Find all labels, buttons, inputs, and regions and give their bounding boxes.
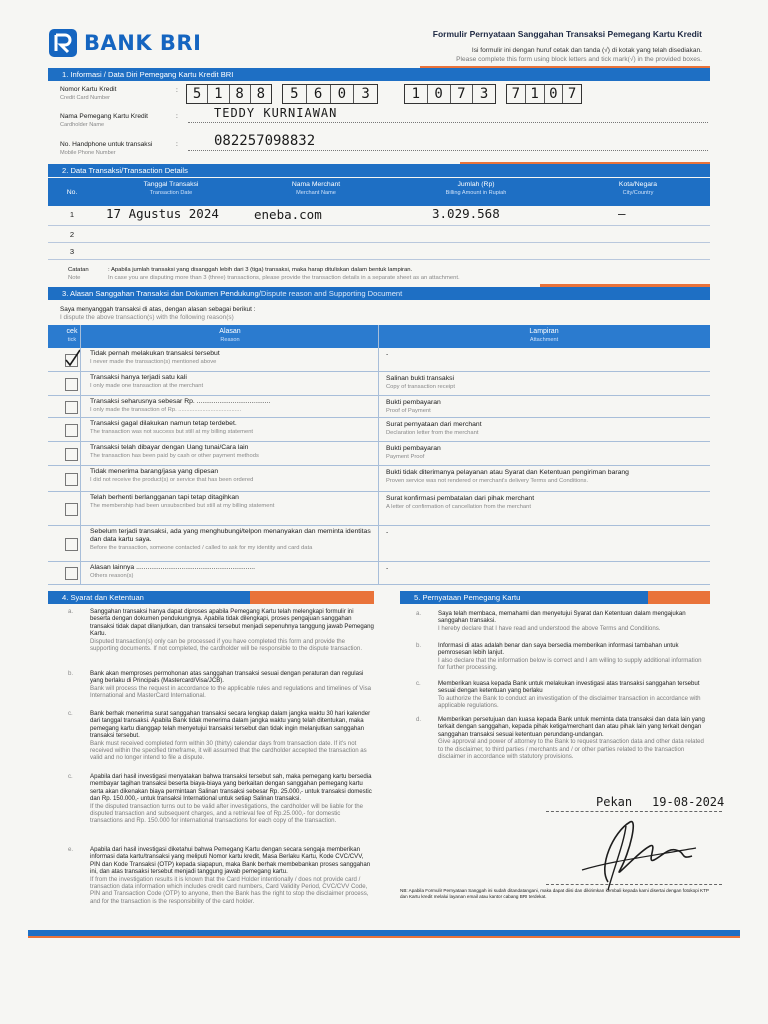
col-attachment-id: Lampiran (529, 328, 559, 335)
reason-text-id: Tidak menerima barang/jasa yang dipesan (90, 468, 219, 475)
reason-text-id: Transaksi telah dibayar dengan Uang tunai/Cara lain (90, 444, 249, 451)
phone-label-en: Mobile Phone Number (60, 150, 116, 156)
section-3-title-id: 3. Alasan Sanggahan Transaksi dan Dokumen Pendukung/ (62, 289, 261, 298)
terms-item (68, 773, 374, 825)
transaction-amount[interactable]: 3.029.568 (432, 206, 500, 221)
reason-checkbox[interactable] (65, 401, 78, 414)
card-digit: 7 (507, 85, 526, 103)
card-digit: 1 (526, 85, 545, 103)
col-amount-id: Jumlah (Rp) (457, 181, 495, 188)
col-date (96, 180, 246, 198)
reason-checkbox[interactable] (65, 567, 78, 580)
col-attachment (378, 327, 710, 345)
terms-item-id: Bank berhak menerima surat sanggahan transaksi secara lengkap dalam jangka waktu 30 hari kalender dari tanggal transaksi. Apabila Bank tidak menerima dalam jangka waktu yang telah ditentukan, maka pemegang kartu dianggap telah menyetujui transaksi tersebut dan tidak ingin melanjutkan sanggahan transaksi tersebut. (90, 710, 371, 740)
attachment-text (386, 351, 696, 359)
attachment-text (386, 529, 696, 537)
card-digit: 7 (451, 85, 474, 103)
phone-value[interactable]: 082257098832 (214, 133, 316, 149)
reason-text (90, 468, 380, 484)
terms-item-id: Sanggahan transaksi hanya dapat diproses apabila Pemegang Kartu telah melengkapi formulir ini beserta dengan dokumen pendukungnya. Apabila tidak dilengkapi, proses pengajuan sanggahan transaksi tidak dapat dilanjutkan, dan transaksi tersebut menjadi sepenuhnya tanggung jawab Pemegang Kartu. (90, 608, 374, 638)
declaration-item-en: I hereby declare that I have read and understood the above Terms and Conditions. (438, 624, 661, 632)
reason-text (90, 398, 380, 414)
phone-label (60, 141, 152, 157)
card-digit: 6 (307, 85, 331, 103)
card-digit: 0 (331, 85, 355, 103)
cardholder-name-label-en: Cardholder Name (60, 122, 105, 128)
reason-text-id: Alasan lainnya ............................................................... (90, 564, 256, 571)
section-2-header: 2. Data Transaksi/Transaction Details (48, 164, 710, 177)
declaration-item (416, 610, 710, 632)
reason-text (90, 494, 380, 510)
attachment-text-id: Surat konfirmasi pembatalan dari pihak merchant (386, 495, 535, 502)
row-number: 1 (69, 210, 75, 219)
attachment-text-id: - (386, 351, 389, 358)
section-4-header: 4. Syarat dan Ketentuan (48, 591, 374, 604)
declaration-item-id: Memberikan persetujuan dan kuasa kepada Bank untuk meminta data transaksi dan data lain yang terkait dengan sanggahan, kepada pihak ketiga/merchant dan atau pihak lain yang terkait dengan sanggahan transaksi sesuai ketentuan perundang-undangan. (438, 716, 705, 738)
note-label-en: Note (68, 275, 81, 281)
form-instructions (456, 46, 702, 64)
transaction-row (48, 226, 710, 243)
transaction-city[interactable]: – (618, 206, 626, 221)
transaction-row (48, 206, 710, 226)
col-tick-id: cek (66, 328, 78, 335)
declaration-item-en: I also declare that the information below is correct and I am willing to supply additional information for further processing. (438, 656, 702, 672)
phone-colon: : (176, 141, 178, 148)
reason-text-en: The transaction has been paid by cash or other payment methods (90, 453, 259, 459)
note-text-en: In case you are disputing more than 3 (three) transactions, please provide the transaction details in a separate sheet as an attachment. (108, 275, 460, 281)
card-number-label-en: Credit Card Number (60, 95, 111, 101)
bri-logo-icon (48, 28, 78, 58)
reason-text (90, 564, 380, 580)
declaration-item-label: b. (416, 642, 422, 649)
card-digit: 1 (405, 85, 428, 103)
attachment-text (386, 469, 696, 485)
col-merchant (246, 180, 386, 198)
attachment-text-en: Declaration letter from the merchant (386, 430, 479, 436)
reason-text-en: The transaction was not success but still at my billing statement (90, 429, 254, 435)
name-colon: : (176, 113, 178, 120)
col-reason (80, 327, 380, 345)
col-reason-id: Alasan (219, 328, 241, 335)
card-number-group-2[interactable] (282, 84, 378, 104)
card-number-label-id: Nomor Kartu Kredit (60, 86, 117, 93)
col-amount-en: Billing Amount in Rupiah (445, 190, 507, 196)
reason-text (90, 444, 380, 460)
reason-intro (60, 306, 255, 322)
terms-item (68, 710, 374, 762)
transaction-row (48, 243, 710, 260)
instructions-id: Isi formulir ini dengan huruf cetak dan tanda (√) di kotak yang telah disediakan. (471, 47, 702, 54)
cardholder-name-label-id: Nama Pemegang Kartu Kredit (60, 113, 148, 120)
terms-item-en: If the disputed transaction turns out to be valid after investigations, the cardholder will be liable for the disputed transaction and subsequent charges, and a retrieval fee of Rp.25.000,- for domestic transactions and Rp. 150.000 for international transactions for each copy of the transaction. (90, 802, 364, 825)
declaration-item-en: To authorize the Bank to conduct an investigation of the disclaimer transaction in accordance with applicable regulations. (438, 694, 701, 710)
declaration-item-id: Informasi di atas adalah benar dan saya bersedia memberikan informasi tambahan untuk pemrosesan lebih lanjut. (438, 642, 679, 657)
reason-text-en: Others reason(s) (90, 573, 134, 579)
reason-text-id: Telah berhenti berlangganan tapi tetap ditagihkan (90, 494, 239, 501)
reason-text-en: Before the transaction, someone contacted / called to ask for my identity and card data (90, 545, 313, 551)
attachment-text-id: Bukti tidak diterimanya pelayanan atau Syarat dan Ketentuan pengiriman barang (386, 469, 629, 476)
attachment-text (386, 445, 696, 461)
col-no: No. (66, 189, 78, 196)
declaration-item (416, 716, 710, 761)
reason-row (48, 466, 710, 492)
card-number-label (60, 86, 116, 102)
reason-row (48, 418, 710, 442)
col-tick-en: tick (67, 337, 77, 343)
reason-text-en: I did not receive the product(s) or service that has been ordered (90, 477, 254, 483)
reason-row (48, 442, 710, 466)
declaration-item-label: c. (416, 680, 421, 687)
terms-item (68, 846, 374, 905)
reason-text-id: Transaksi seharusnya sebesar Rp. ....................................... (90, 398, 271, 405)
reason-checkbox[interactable] (65, 378, 78, 391)
card-digit: 3 (361, 86, 370, 102)
terms-item-en: Disputed transaction(s) only can be processed if you have completed this form and provide the supporting documents. If not completed, the cardholder will be responsible to the dispute transaction. (90, 637, 363, 653)
col-reason-en: Reason (220, 337, 240, 343)
terms-item-label: c. (68, 710, 73, 717)
attachment-text-id: - (386, 565, 389, 572)
card-number-group-1[interactable] (186, 84, 272, 104)
reason-checkbox[interactable] (65, 538, 78, 551)
card-digit: 0 (428, 85, 451, 103)
card-digit: 5 (283, 85, 307, 103)
section-5-header: 5. Pernyataan Pemegang Kartu (400, 591, 710, 604)
attachment-text-en: Proven service was not rendered or merchant's delivery Terms and Conditions. (386, 478, 589, 484)
attachment-col-divider (378, 325, 379, 585)
card-number-group-4[interactable] (506, 84, 582, 104)
signing-place[interactable]: Pekan (596, 795, 633, 809)
row-number: 3 (69, 247, 75, 256)
terms-item-id: Bank akan memproses permohonan atas sanggahan transaksi sesuai dengan peraturan dan regulasi yang berlaku di Principals (Mastercard/Visa/JCB). (90, 670, 364, 685)
reason-text (90, 528, 380, 552)
note-label-id: Catatan (68, 267, 89, 273)
attachment-text-id: Bukti pembayaran (386, 445, 441, 452)
terms-item-en: Bank will process the request in accordance to the applicable rules and regulations and timelines of Visa International and MasterCard International. (90, 684, 372, 700)
reason-row (48, 526, 710, 562)
reason-text (90, 374, 380, 390)
reason-text-en: The membership had been unsubscribed but still at my billing statement (90, 503, 275, 509)
attachment-text-id: Salinan bukti transaksi (386, 375, 455, 382)
footnote: NB: Apabila Formulir Pernyataan Sanggah ini sudah ditandatangani, maka dapat diisi dan dikirimkan kembali kepada kami disertai dengan fotokopi KTP dan Kartu kredit melalui layanan email atau kantor cabang BRI terdekat. (400, 888, 709, 899)
reason-checkbox[interactable] (65, 424, 78, 437)
row-number: 2 (69, 230, 75, 239)
instructions-en: Please complete this form using block letters and tick mark(√) in the provided boxes. (456, 56, 702, 63)
cardholder-name-label (60, 113, 148, 129)
merchant-name[interactable]: eneba.com (254, 207, 322, 222)
col-date-id: Tanggal Transaksi (143, 181, 199, 188)
reason-col-divider (80, 325, 81, 585)
reason-checkbox[interactable] (65, 354, 78, 367)
terms-item-label: a. (68, 608, 74, 615)
col-city-en: City/Country (622, 190, 654, 196)
declaration-item-id: Saya telah membaca, memahami dan menyetujui Syarat dan Ketentuan dalam mengajukan sanggahan transaksi. (438, 610, 686, 625)
note-text-id: : Apabila jumlah transaksi yang disanggah lebih dari 3 (tiga) transaksi, maka harap dituliskan dalam bentuk lampiran. (108, 267, 413, 273)
col-amount (386, 180, 566, 198)
col-merchant-id: Nama Merchant (291, 181, 341, 188)
card-number-group-3[interactable] (404, 84, 496, 104)
card-digit: 1 (208, 85, 229, 103)
section-3-title-en: Dispute reason and Supporting Document (260, 289, 403, 298)
section-1-header: 1. Informasi / Data Diri Pemegang Kartu Kredit BRI (48, 68, 710, 81)
reason-intro-en: I dispute the above transaction(s) with the following reason(s) (60, 314, 234, 321)
signature-line (546, 884, 722, 885)
declaration-item (416, 642, 710, 672)
attachment-text-en: A letter of confirmation of cancellation from the merchant (386, 504, 531, 510)
col-city-id: Kota/Negara (618, 181, 658, 188)
bank-name: BANK BRI (84, 31, 202, 55)
phone-label-id: No. Handphone untuk transaksi (60, 141, 153, 148)
signing-date[interactable]: 19-08-2024 (652, 795, 725, 809)
attachment-text-id: Surat pernyataan dari merchant (386, 421, 482, 428)
terms-item-id: Apabila dari hasil investigasi diketahui bahwa Pemegang Kartu dengan secara sengaja memberikan informasi data kartu/transaksi yang meliputi Nomor kartu kredit, Masa Berlaku Kartu, Kode CVC/CVV, PIN dan Kode Transaksi (OTP) kepada siapapun, maka Bank berhak membebankan proses sanggahan ini, dan atas transaksi tersebut menjadi tanggung jawab pemegang kartu. (90, 846, 371, 876)
reason-text-id: Transaksi gagal dilakukan namun tetap terdebet. (90, 420, 237, 427)
terms-item-label: c. (68, 773, 73, 780)
terms-item-en: Bank must received completed form within 30 (thirty) calendar days from transaction date. If it's not received within the specified timeframe, it will assumed that the cardholder accepted the transaction as valid and no longer intend to file a dispute. (90, 739, 367, 762)
attachment-text-en: Payment Proof (386, 454, 425, 460)
terms-item-label: e. (68, 846, 74, 853)
bank-logo (48, 28, 201, 58)
reason-text-en: I only made one transaction at the merchant (90, 383, 204, 389)
phone-line (188, 150, 708, 151)
reason-intro-id: Saya menyanggah transaksi di atas, dengan alasan sebagai berikut : (60, 306, 256, 313)
card-digit: 3 (479, 86, 489, 102)
section-3-header (48, 287, 710, 300)
declaration-item-label: d. (416, 716, 422, 723)
reason-checkbox[interactable] (65, 448, 78, 461)
declaration-item-id: Memberikan kuasa kepada Bank untuk melakukan investigasi atas transaksi sanggahan tersebut sesuai dengan ketentuan yang berlaku (438, 680, 700, 695)
reason-text-en: I only made the transaction of Rp. ....................................... (90, 407, 242, 413)
attachment-text-en: Copy of transaction receipt (386, 384, 455, 390)
cardholder-name-line (188, 122, 708, 123)
attachment-text (386, 421, 696, 437)
reason-row (48, 372, 710, 396)
reason-text-id: Tidak pernah melakukan transaksi tersebut (90, 350, 220, 357)
attachment-text-id: - (386, 529, 389, 536)
attachment-text (386, 495, 696, 511)
cardholder-name-value[interactable]: TEDDY KURNIAWAN (214, 106, 338, 120)
reason-text (90, 350, 380, 366)
bottom-bar-accent (28, 936, 740, 938)
reason-text-id: Sebelum terjadi transaksi, ada yang menghubungi/telpon menanyakan dan meminta identitas dan data kartu saya. (90, 528, 371, 543)
attachment-text (386, 375, 696, 391)
col-date-en: Transaction Date (149, 190, 193, 196)
reason-text-en: I never made the transaction(s) mentioned above (90, 359, 217, 365)
attachment-text-en: Proof of Payment (386, 408, 431, 414)
note-label (68, 266, 89, 282)
card-colon: : (176, 87, 178, 94)
reason-checkbox[interactable] (65, 473, 78, 486)
reason-row (48, 562, 710, 585)
note-text (108, 266, 708, 282)
card-digit: 7 (567, 86, 577, 102)
terms-item-en: If from the investigation results it is known that the Card Holder intentionally / does not provide card / transaction data information which includes credit card numbers, Card Validity Period, CVC/CVV Code, PIN and Transaction Code (OTP) to anyone, then the Bank has the right to stop the disclaimer process, and for the transaction is the responsibility of the card holder. (90, 875, 369, 905)
card-digit: 0 (545, 85, 564, 103)
reason-row (48, 396, 710, 418)
reason-checkbox[interactable] (65, 503, 78, 516)
terms-item-id: Apabila dari hasil investigasi menyatakan bahwa transaksi tersebut sah, maka pemegang kartu bersedia membayar tagihan transaksi beserta biaya-biaya yang berkaitan dengan sanggahan pemegang kartu serta akan dikenakan biaya permintaan Salinan transaksi sebesar Rp. 25.000,- untuk transaksi domestic dan Rp. 150.000,- untuk transaksi International untuk setiap Salinan transaksi. (90, 773, 372, 803)
attachment-text-id: Bukti pembayaran (386, 399, 441, 406)
attachment-text (386, 399, 696, 415)
card-digit: 5 (187, 85, 208, 103)
col-merchant-en: Merchant Name (296, 190, 336, 196)
reason-row (48, 348, 710, 372)
attachment-text (386, 565, 696, 573)
declaration-item (416, 680, 710, 710)
form-title: Formulir Pernyataan Sanggahan Transaksi Pemegang Kartu Kredit (432, 29, 702, 39)
card-digit: 8 (230, 85, 251, 103)
reason-row (48, 492, 710, 526)
declaration-item-label: a. (416, 610, 422, 617)
declaration-item-en: Give approval and power of attorney to the Bank to request transaction data and other data related to the disclaimer, to third parties / merchants and / or other parties related to the transaction disclaimer in accordance with statutory provisions. (438, 738, 704, 761)
terms-item (68, 608, 374, 653)
terms-item (68, 670, 374, 700)
reason-text (90, 420, 380, 436)
reason-text-id: Transaksi hanya terjadi satu kali (90, 374, 187, 381)
col-attachment-en: Attachment (529, 337, 559, 343)
col-city (566, 180, 710, 198)
terms-item-label: b. (68, 670, 74, 677)
transaction-date[interactable]: 17 Agustus 2024 (106, 206, 219, 221)
card-digit: 8 (256, 86, 266, 102)
